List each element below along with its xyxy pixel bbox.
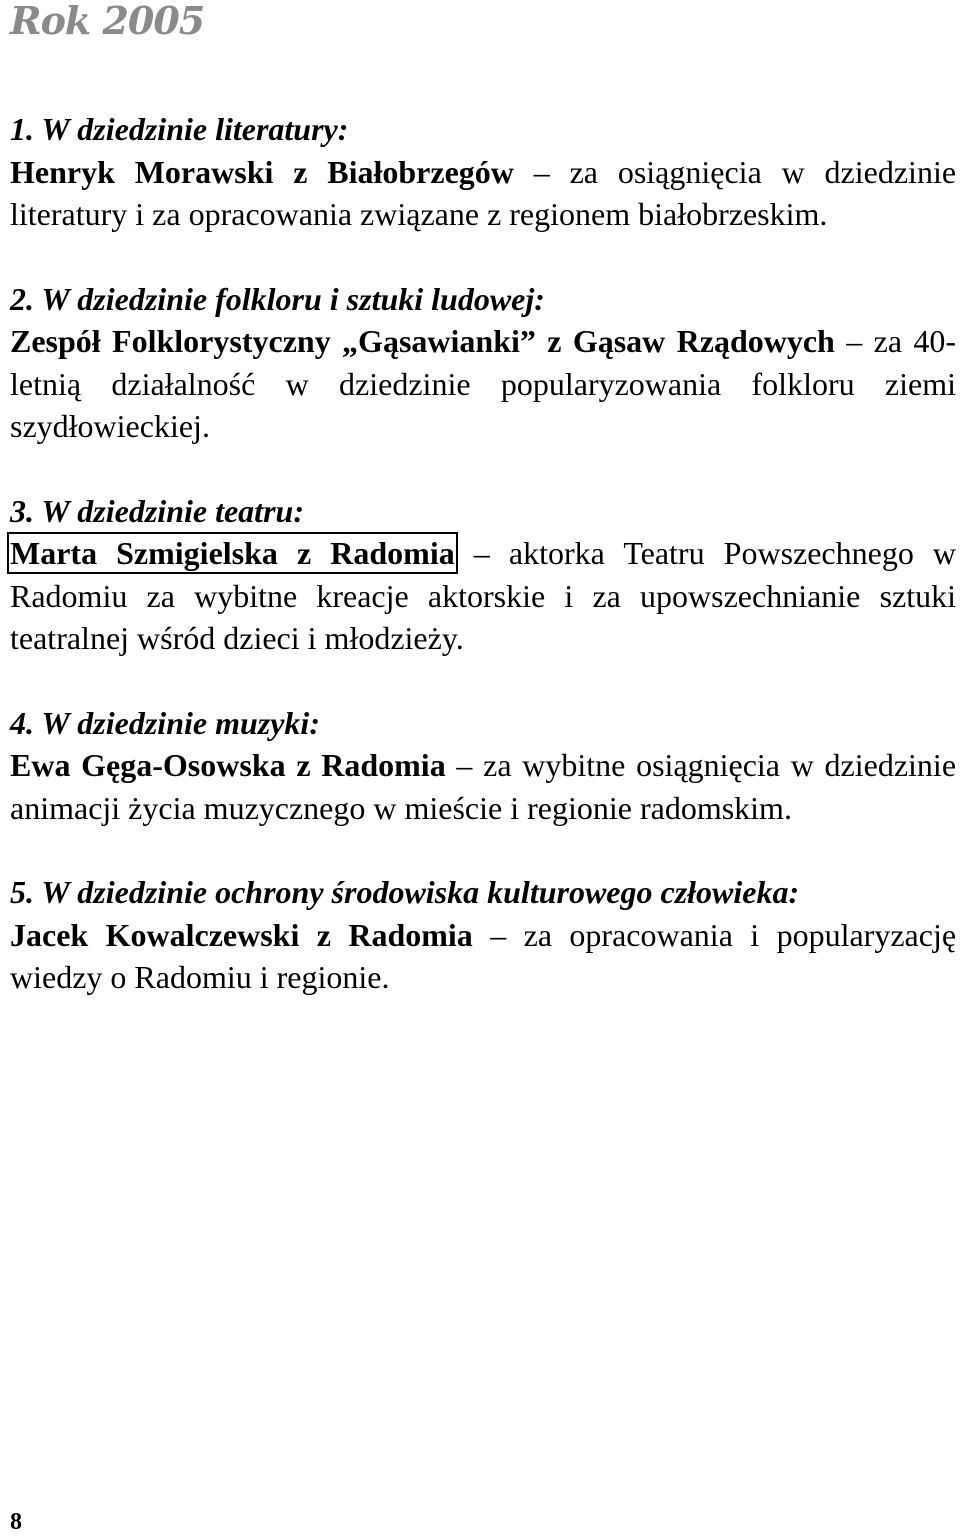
entry-title: [10, 871, 956, 914]
award-entry-music: [10, 702, 956, 830]
entry-number: 2.: [10, 280, 34, 317]
award-description: za wybitne osiągnięcia w dziedzinie animacji życia muzycznego w mieście i regionie radomskim.: [10, 747, 957, 826]
entry-number: 1.: [10, 111, 34, 147]
dash-separator: –: [533, 153, 550, 190]
entry-body: [10, 151, 956, 236]
awardee-name: Henryk Morawski z Białobrzegów: [10, 153, 514, 190]
award-description: za opracowania i popularyzację wiedzy o Radomiu i regionie.: [10, 916, 957, 995]
award-description: aktorka Teatru Powszechnego w Radomiu za wybitne kreacje aktorskie i za upowszechnianie sztuki teatralnej wśród dzieci i młodzieży.: [10, 535, 957, 656]
awardee-name: Jacek Kowalczewski z Radomia: [10, 916, 473, 953]
entry-category: W dziedzinie literatury:: [41, 111, 349, 147]
entry-category: W dziedzinie muzyki:: [41, 704, 320, 741]
entry-number: 4.: [10, 704, 34, 741]
award-list: [10, 108, 956, 1041]
dash-separator: –: [456, 747, 473, 783]
award-description: za osiągnięcia w dziedzinie literatury i za opracowania związane z regionem białobrzeskim.: [10, 153, 957, 232]
dash-separator: –: [473, 535, 490, 571]
awardee-name: Zespół Folklorystyczny „Gąsawianki” z Gąsaw Rządowych: [10, 323, 835, 359]
entry-number: 3.: [10, 492, 34, 529]
award-description: za 40-letnią działalność w dziedzinie popularyzowania folkloru ziemi szydłowieckiej.: [10, 323, 957, 444]
entry-number: 5.: [10, 874, 34, 910]
entry-body: [10, 320, 956, 448]
entry-body: [10, 744, 956, 829]
awardee-name: Ewa Gęga-Osowska z Radomia: [10, 747, 446, 783]
entry-title: [10, 278, 956, 321]
entry-title: [10, 702, 956, 745]
entry-body: [10, 914, 956, 999]
entry-category: W dziedzinie teatru:: [41, 492, 304, 529]
entry-title: [10, 490, 956, 533]
award-entry-theatre: [10, 490, 956, 660]
award-entry-folklore: [10, 278, 956, 448]
entry-body: [10, 532, 956, 660]
award-entry-cultural-environment: [10, 871, 956, 999]
dash-separator: –: [490, 916, 507, 953]
entry-category: W dziedzinie ochrony środowiska kulturowego człowieka:: [41, 874, 800, 910]
dash-separator: –: [846, 323, 863, 359]
entry-title: [10, 108, 956, 151]
awardee-name-highlighted: Marta Szmigielska z Radomia: [10, 535, 455, 571]
page-heading: Rok 2005: [10, 0, 205, 43]
award-entry-literature: [10, 108, 956, 236]
entry-category: W dziedzinie folkloru i sztuki ludowej:: [41, 280, 545, 317]
page-number: 8: [10, 1509, 22, 1535]
